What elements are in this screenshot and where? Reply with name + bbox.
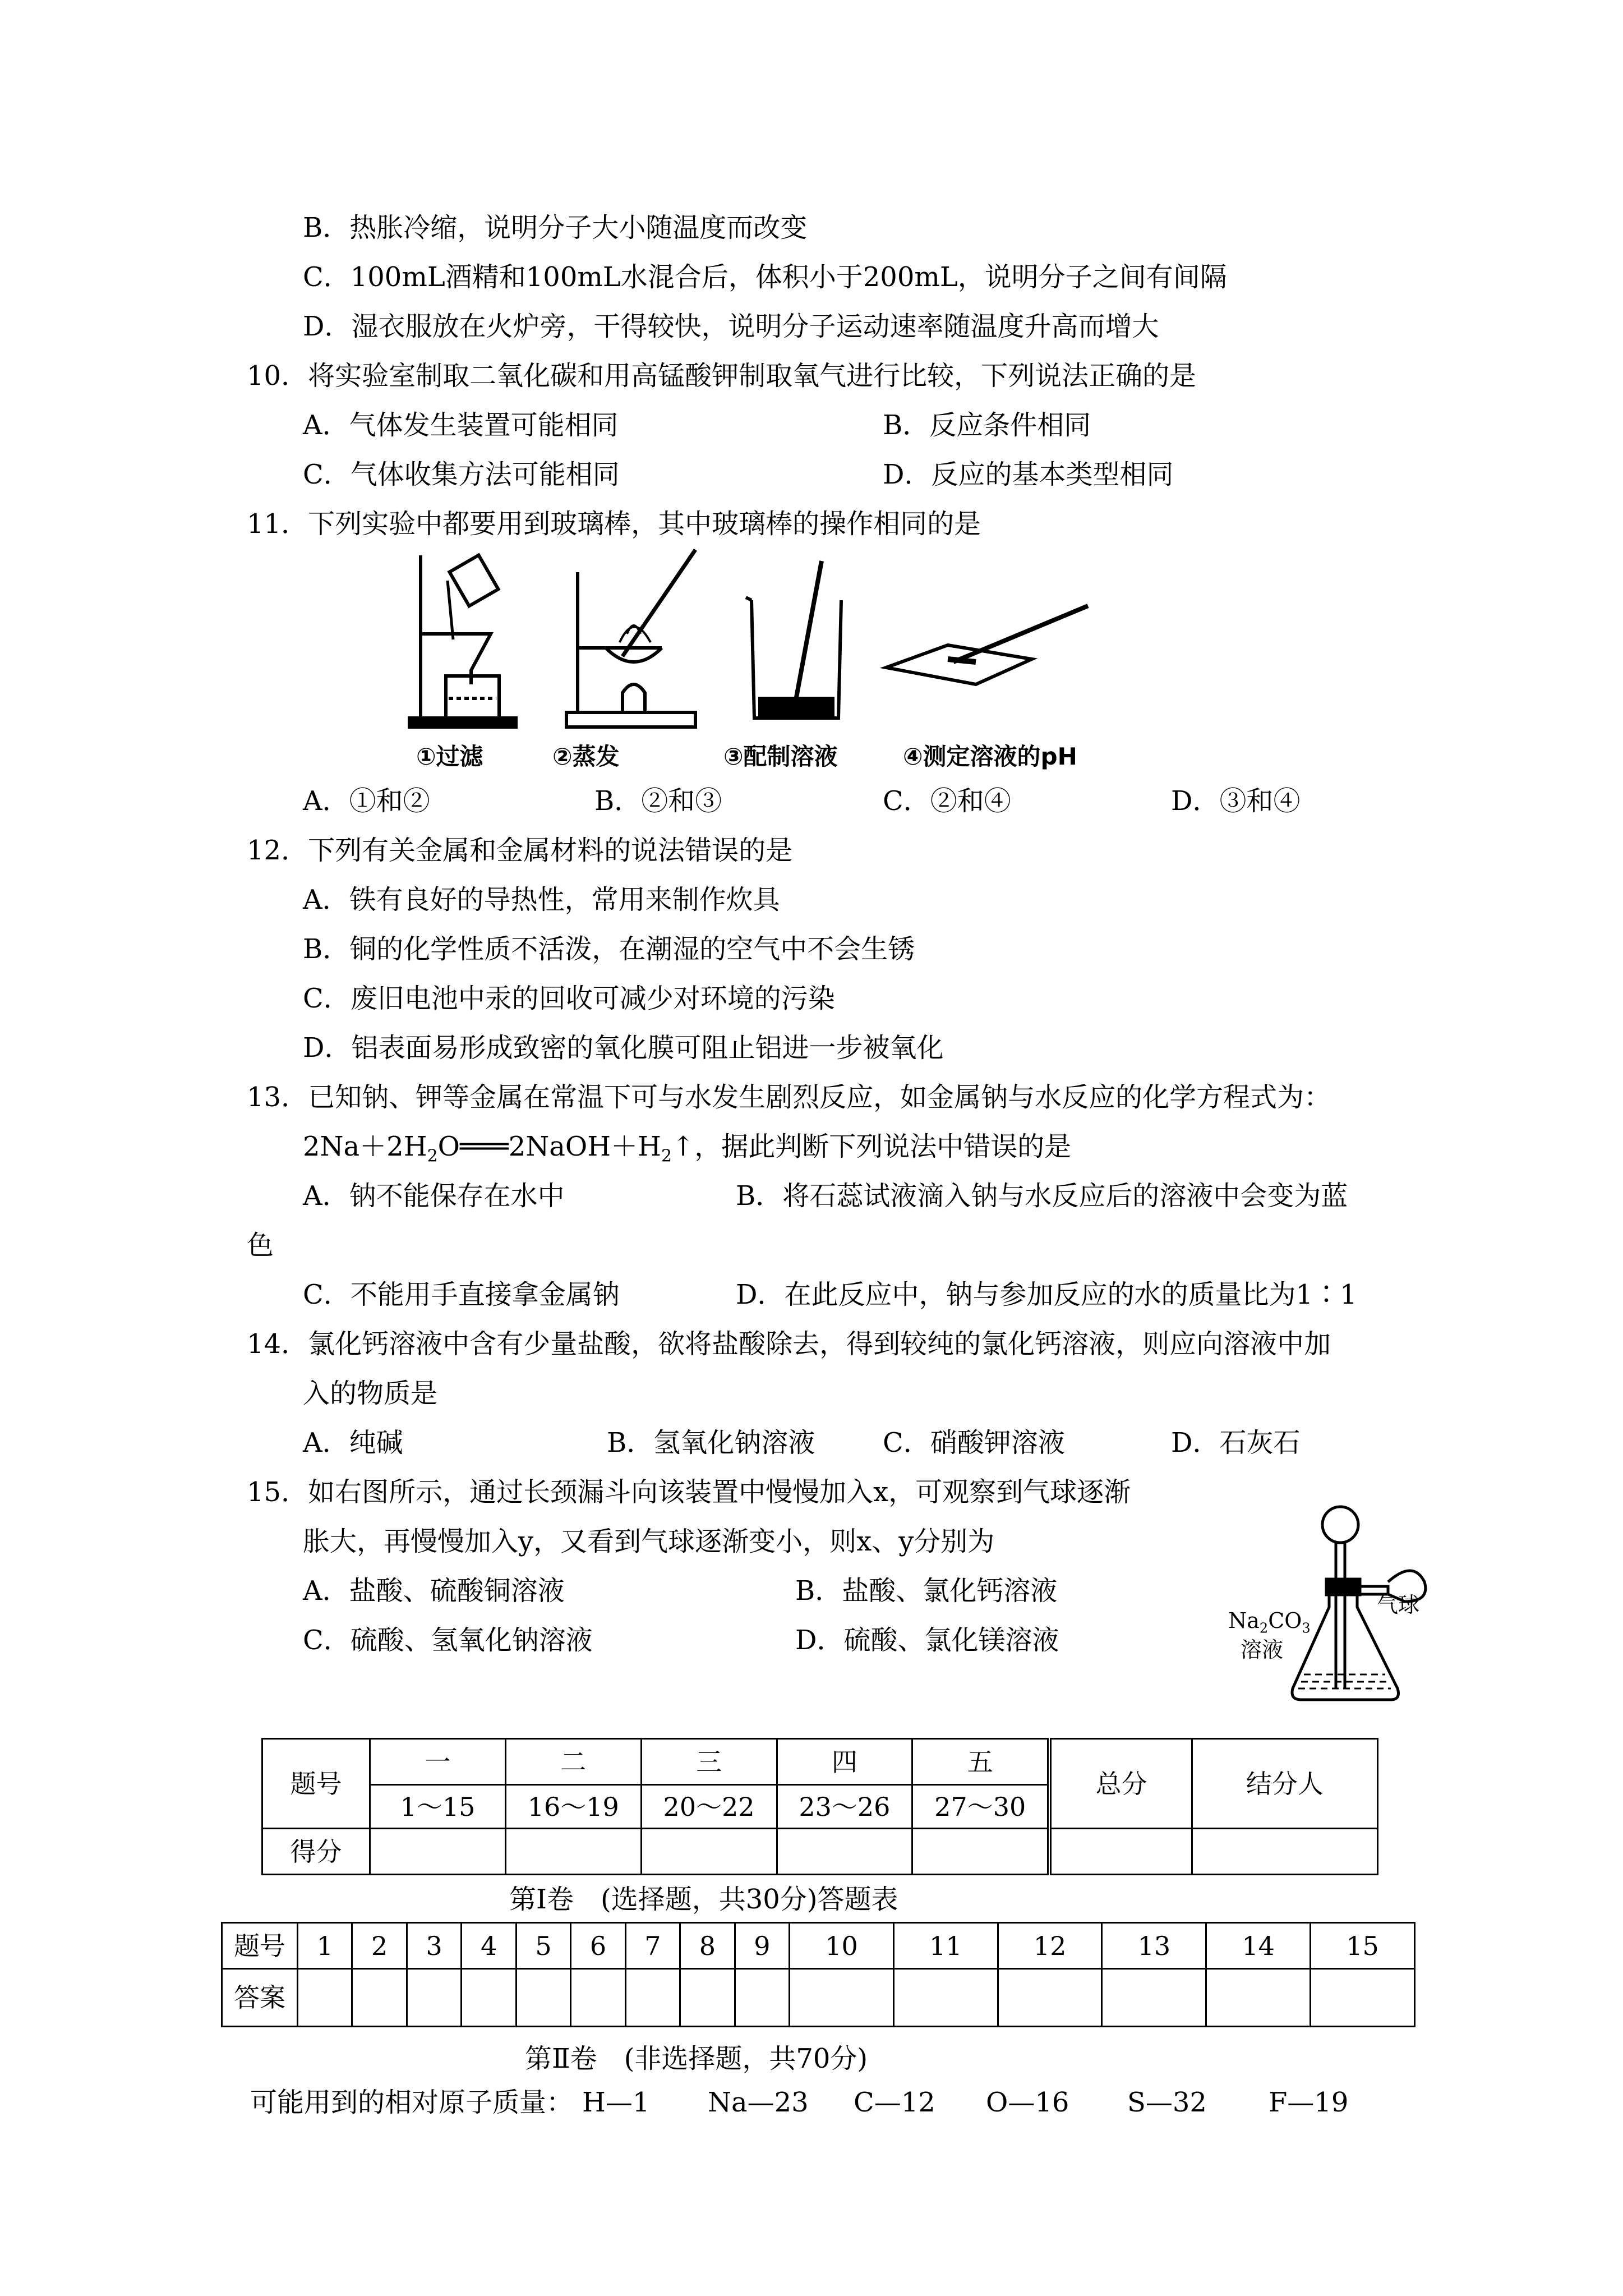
answer-cell[interactable]	[1206, 1969, 1311, 2027]
part2-title: 第Ⅱ卷 (非选择题，共70分)	[525, 2043, 868, 2074]
score-cell[interactable]	[912, 1829, 1049, 1875]
q12-option-c: C．废旧电池中汞的回收可减少对环境的污染	[303, 983, 835, 1014]
answer-cell[interactable]	[893, 1969, 998, 2027]
q15-option-b: B．盐酸、氯化钙溶液	[795, 1575, 1058, 1607]
part1-title: 第Ⅰ卷 (选择题，共30分)答题表	[509, 1884, 898, 1915]
q10-stem: 10．将实验室制取二氧化碳和用高锰酸钾制取氧气进行比较，下列说法正确的是	[247, 360, 1197, 392]
answer-number: 13	[1102, 1923, 1206, 1969]
q14-option-a: A．纯碱	[303, 1427, 403, 1458]
score-table	[261, 1738, 1378, 1875]
answer-number: 11	[893, 1923, 998, 1969]
answer-number: 10	[790, 1923, 894, 1969]
q11-figure-label-2: ②蒸发	[552, 743, 620, 770]
score-table-range-3: 20～22	[641, 1785, 777, 1829]
answer-cell[interactable]	[1102, 1969, 1206, 2027]
score-table-section-4: 四	[777, 1739, 912, 1785]
q13-stem: 13．已知钠、钾等金属在常温下可与水发生剧烈反应，如金属钠与水反应的化学方程式为：	[247, 1082, 1331, 1113]
answer-cell[interactable]	[735, 1969, 789, 2027]
q11-option-c: C．②和④	[883, 785, 1011, 817]
q15-stem-line1: 15．如右图所示，通过长颈漏斗向该装置中慢慢加入x，可观察到气球逐渐	[247, 1476, 1131, 1508]
q10-option-c: C．气体收集方法可能相同	[303, 459, 620, 490]
answer-number: 8	[680, 1923, 735, 1969]
solution-preparation-beaker-icon	[746, 561, 841, 718]
answer-cell[interactable]	[462, 1969, 516, 2027]
score-table-section-1: 一	[370, 1739, 506, 1785]
q15-fig-na: Na	[1228, 1608, 1260, 1633]
q15-figure-na2co3	[1228, 1610, 1311, 1635]
answer-cell[interactable]	[998, 1969, 1102, 2027]
q13-option-c: C．不能用手直接拿金属钠	[303, 1279, 620, 1310]
score-total-cell[interactable]	[1049, 1829, 1192, 1875]
answer-cell[interactable]	[516, 1969, 570, 2027]
q13-option-a: A．钠不能保存在水中	[303, 1180, 565, 1212]
q12-option-d: D．铝表面易形成致密的氧化膜可阻止铝进一步被氧化	[303, 1032, 944, 1064]
q11-apparatus-figure	[393, 550, 1122, 729]
answer-number: 1	[298, 1923, 352, 1969]
ph-test-paper-icon	[886, 606, 1088, 684]
answer-cell[interactable]	[407, 1969, 461, 2027]
score-table-tihao: 题号	[262, 1739, 370, 1829]
q15-option-d: D．硫酸、氯化镁溶液	[795, 1625, 1059, 1656]
answer-number: 6	[571, 1923, 625, 1969]
answer-number: 14	[1206, 1923, 1311, 1969]
score-table-range-5: 27～30	[912, 1785, 1049, 1829]
answer-number: 7	[625, 1923, 680, 1969]
answer-table-tihao: 题号	[222, 1923, 298, 1969]
score-cell[interactable]	[370, 1829, 506, 1875]
q13-eq-left: 2Na＋2H	[303, 1131, 427, 1162]
answer-number: 3	[407, 1923, 461, 1969]
q14-option-c: C．硝酸钾溶液	[883, 1427, 1065, 1458]
answer-number: 9	[735, 1923, 789, 1969]
q14-stem-line1: 14．氯化钙溶液中含有少量盐酸，欲将盐酸除去，得到较纯的氯化钙溶液，则应向溶液中加	[247, 1328, 1331, 1360]
q13-equation	[303, 1133, 1071, 1165]
q11-figure-label-4: ④测定溶液的pH	[903, 743, 1077, 770]
atomic-mass-h: H—1	[582, 2087, 650, 2118]
score-table-range-2: 16～19	[505, 1785, 641, 1829]
q10-option-b: B．反应条件相同	[883, 409, 1091, 441]
q15-figure-balloon-label: 气球	[1377, 1593, 1420, 1617]
answer-number: 5	[516, 1923, 570, 1969]
atomic-mass-f: F—19	[1269, 2087, 1349, 2118]
score-table-range-1: 1～15	[370, 1785, 506, 1829]
atomic-mass-c: C—12	[854, 2087, 935, 2118]
q13-option-d: D．在此反应中，钠与参加反应的水的质量比为1∶1	[736, 1279, 1357, 1310]
answer-cell[interactable]	[298, 1969, 352, 2027]
q11-option-a: A．①和②	[303, 785, 430, 817]
q12-stem: 12．下列有关金属和金属材料的说法错误的是	[247, 835, 793, 866]
q15-fig-na-sub: 2	[1259, 1620, 1269, 1636]
q13-eq-sub2: 2	[661, 1146, 672, 1166]
q15-figure-solution-label: 溶液	[1241, 1637, 1284, 1662]
q14-option-d: D．石灰石	[1171, 1427, 1301, 1458]
q12-option-b: B．铜的化学性质不活泼，在潮湿的空气中不会生锈	[303, 933, 915, 965]
score-table-section-3: 三	[641, 1739, 777, 1785]
q10-option-d: D．反应的基本类型相同	[883, 459, 1174, 490]
answer-number: 4	[462, 1923, 516, 1969]
q9-option-c: C．100mL酒精和100mL水混合后，体积小于200mL，说明分子之间有间隔	[303, 261, 1227, 293]
answer-number: 15	[1311, 1923, 1415, 1969]
score-cell[interactable]	[777, 1829, 912, 1875]
score-cell[interactable]	[505, 1829, 641, 1875]
q11-figure-label-3: ③配制溶液	[723, 743, 838, 770]
q15-option-c: C．硫酸、氢氧化钠溶液	[303, 1625, 593, 1656]
q14-option-b: B．氢氧化钠溶液	[607, 1427, 815, 1458]
q15-stem-line2: 胀大，再慢慢加入y，又看到气球逐渐变小，则x、y分别为	[303, 1526, 995, 1557]
score-scorer-cell[interactable]	[1192, 1829, 1377, 1875]
score-table-total: 总分	[1049, 1739, 1192, 1829]
q11-option-b: B．②和③	[594, 785, 722, 817]
q15-option-a: A．盐酸、硫酸铜溶液	[303, 1575, 565, 1607]
q11-stem: 11．下列实验中都要用到玻璃棒，其中玻璃棒的操作相同的是	[247, 508, 981, 540]
q10-option-a: A．气体发生装置可能相同	[303, 409, 619, 441]
atomic-mass-na: Na—23	[708, 2087, 809, 2118]
evaporation-apparatus-icon	[566, 550, 695, 727]
answer-table-daan: 答案	[222, 1969, 298, 2027]
q13-eq-mid: O═══2NaOH＋H	[437, 1131, 661, 1162]
answer-cell[interactable]	[790, 1969, 894, 2027]
answer-cell[interactable]	[625, 1969, 680, 2027]
q11-figure-label-1: ①过滤	[416, 743, 483, 770]
answer-cell[interactable]	[571, 1969, 625, 2027]
q9-option-d: D．湿衣服放在火炉旁，干得较快，说明分子运动速率随温度升高而增大	[303, 311, 1159, 342]
q13-eq-right: ↑，据此判断下列说法中错误的是	[672, 1131, 1072, 1162]
q15-fig-co: CO	[1268, 1608, 1302, 1633]
q15-fig-co-sub: 3	[1302, 1620, 1311, 1636]
atomic-mass-s: S—32	[1127, 2087, 1207, 2118]
q15-flask-balloon-icon	[1273, 1503, 1453, 1711]
answer-cell[interactable]	[352, 1969, 407, 2027]
atomic-mass-o: O—16	[986, 2087, 1069, 2118]
score-table-section-2: 二	[505, 1739, 641, 1785]
answer-cell[interactable]	[680, 1969, 735, 2027]
q12-option-a: A．铁有良好的导热性，常用来制作炊具	[303, 884, 780, 915]
score-cell[interactable]	[641, 1829, 777, 1875]
answer-cell[interactable]	[1311, 1969, 1415, 2027]
answer-number: 2	[352, 1923, 407, 1969]
q13-option-b-wrap: 色	[247, 1230, 274, 1261]
score-table-section-5: 五	[912, 1739, 1049, 1785]
answer-table	[221, 1922, 1415, 2027]
answer-number: 12	[998, 1923, 1102, 1969]
atomic-mass-label: 可能用到的相对原子质量：	[250, 2087, 574, 2118]
q11-option-d: D．③和④	[1171, 785, 1301, 817]
score-table-defen: 得分	[262, 1829, 370, 1875]
score-table-scorer: 结分人	[1192, 1739, 1377, 1829]
q13-option-b: B．将石蕊试液滴入钠与水反应后的溶液中会变为蓝	[736, 1180, 1348, 1212]
filtration-apparatus-icon	[409, 555, 516, 727]
score-table-range-4: 23～26	[777, 1785, 912, 1829]
q13-eq-sub1: 2	[427, 1146, 438, 1166]
q9-option-b: B．热胀冷缩，说明分子大小随温度而改变	[303, 212, 808, 243]
q14-stem-line2: 入的物质是	[303, 1378, 438, 1409]
